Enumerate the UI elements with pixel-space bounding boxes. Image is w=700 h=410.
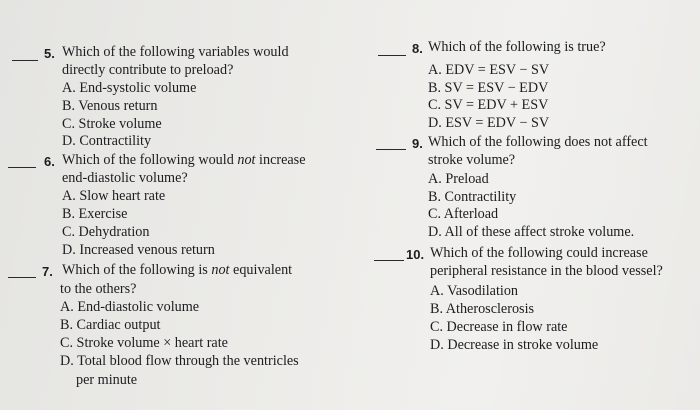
option-d: D. ESV = EDV − SV bbox=[428, 115, 550, 131]
option-a: A. Vasodilation bbox=[430, 283, 519, 299]
option-d: D. Increased venous return bbox=[62, 242, 215, 258]
question-stem: peripheral resistance in the blood vessel? bbox=[430, 263, 663, 279]
answer-blank-8[interactable] bbox=[378, 55, 406, 56]
question-number: 5. bbox=[44, 46, 55, 61]
question-stem: Which of the following does not affect bbox=[428, 134, 648, 150]
answer-blank-5[interactable] bbox=[12, 60, 38, 61]
option-d: D. Total blood flow through the ventricles bbox=[60, 353, 299, 369]
question-stem: to the others? bbox=[60, 281, 137, 297]
option-c: C. SV = EDV + ESV bbox=[428, 97, 549, 113]
option-d: D. All of these affect stroke volume. bbox=[428, 224, 635, 240]
option-c: C. Dehydration bbox=[62, 224, 150, 240]
stem-text: Which of the following is bbox=[62, 262, 212, 278]
question-number: 6. bbox=[44, 154, 55, 169]
option-b: B. Atherosclerosis bbox=[430, 301, 535, 317]
option-d: D. Contractility bbox=[62, 133, 152, 149]
option-a: A. End-diastolic volume bbox=[60, 299, 200, 315]
option-c: C. Stroke volume bbox=[62, 116, 162, 132]
question-number: 9. bbox=[412, 136, 423, 151]
question-stem bbox=[62, 152, 306, 170]
answer-blank-9[interactable] bbox=[376, 149, 406, 150]
option-c: C. Afterload bbox=[428, 206, 499, 222]
answer-blank-7[interactable] bbox=[8, 277, 36, 278]
question-stem: directly contribute to preload? bbox=[62, 62, 234, 78]
question-stem bbox=[62, 262, 292, 280]
stem-emphasis: not bbox=[237, 152, 256, 168]
option-c: C. Stroke volume × heart rate bbox=[60, 335, 228, 351]
question-stem: stroke volume? bbox=[428, 152, 516, 168]
option-d-continued: per minute bbox=[76, 372, 138, 388]
answer-blank-10[interactable] bbox=[374, 260, 404, 261]
question-stem: end-diastolic volume? bbox=[62, 170, 188, 186]
stem-emphasis: not bbox=[211, 262, 230, 278]
option-c: C. Decrease in flow rate bbox=[430, 319, 568, 335]
option-b: B. SV = ESV − EDV bbox=[428, 80, 549, 96]
option-b: B. Venous return bbox=[62, 98, 158, 114]
option-a: A. Slow heart rate bbox=[62, 188, 166, 204]
question-stem: Which of the following could increase bbox=[430, 245, 648, 261]
question-number: 10. bbox=[406, 247, 425, 262]
option-b: B. Contractility bbox=[428, 189, 517, 205]
stem-text: equivalent bbox=[229, 262, 293, 278]
option-b: B. Exercise bbox=[62, 206, 128, 222]
option-d: D. Decrease in stroke volume bbox=[430, 337, 599, 353]
option-a: A. EDV = ESV − SV bbox=[428, 62, 550, 78]
stem-text: increase bbox=[255, 152, 306, 168]
stem-text: Which of the following would bbox=[62, 152, 238, 168]
question-stem: Which of the following is true? bbox=[428, 39, 606, 55]
option-a: A. End-systolic volume bbox=[62, 80, 197, 96]
option-a: A. Preload bbox=[428, 171, 489, 187]
option-b: B. Cardiac output bbox=[60, 317, 161, 333]
question-number: 8. bbox=[412, 41, 423, 56]
answer-blank-6[interactable] bbox=[8, 167, 36, 168]
question-number: 7. bbox=[42, 264, 53, 279]
question-stem: Which of the following variables would bbox=[62, 44, 289, 60]
